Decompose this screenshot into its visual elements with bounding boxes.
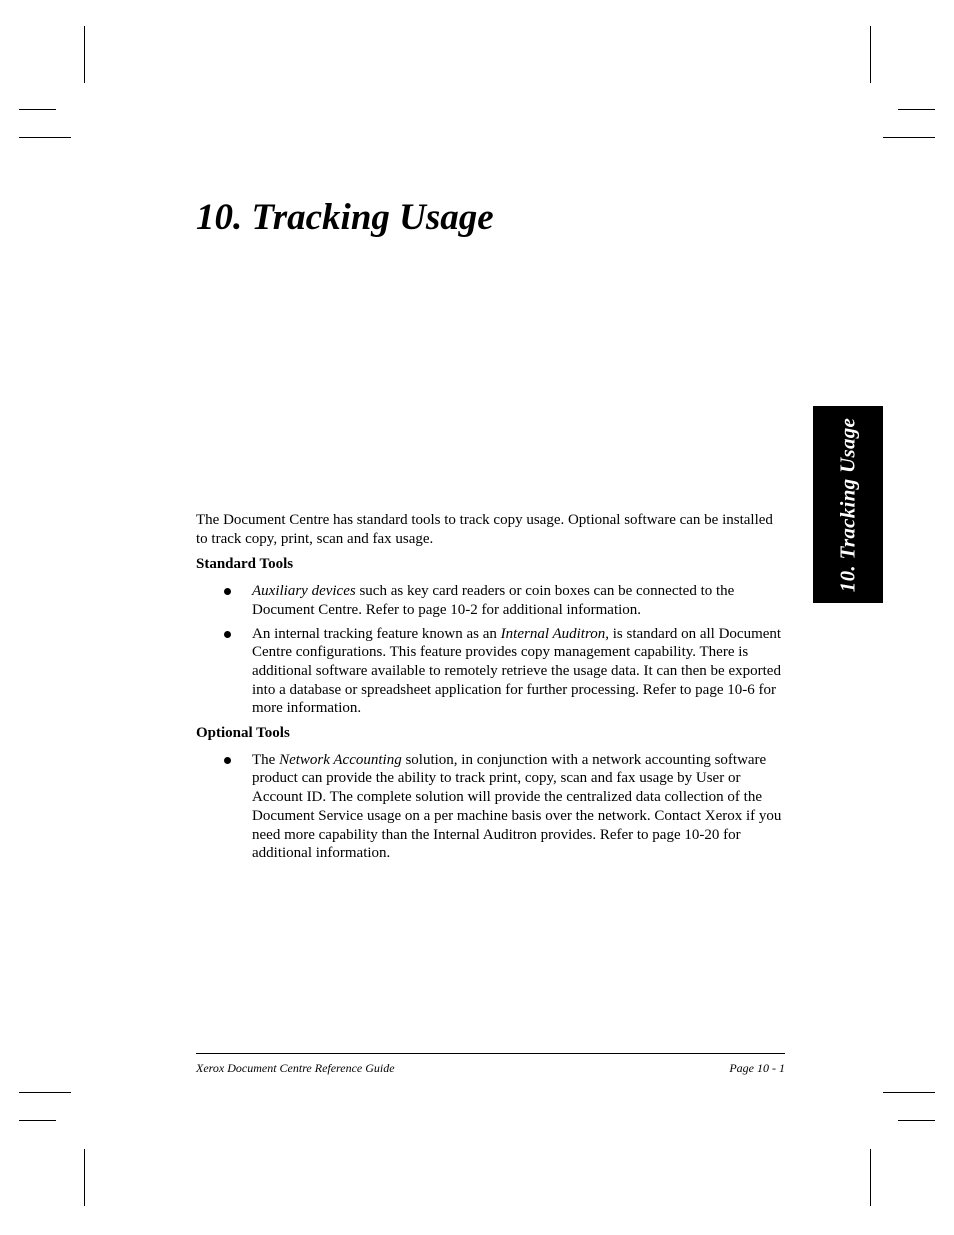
list-item	[196, 582, 786, 619]
bullet-icon	[224, 588, 231, 595]
crop-mark	[870, 1149, 871, 1206]
crop-mark	[84, 26, 85, 83]
list-item-text: An internal tracking feature known as an	[252, 625, 501, 642]
term-internal-auditron: Internal Auditron	[500, 625, 606, 642]
crop-mark	[19, 137, 71, 138]
bullet-icon	[224, 631, 231, 638]
list-item-text: The	[252, 751, 280, 768]
list-item-text: such as key card readers or coin boxes can be connected to the Document Centre. Refer to page 10-2 for additional information.	[252, 583, 735, 618]
bullet-icon	[224, 757, 231, 764]
footer-page-number: Page 10 - 1	[729, 1061, 785, 1075]
chapter-title: 10. Tracking Usage	[196, 197, 494, 238]
crop-mark	[19, 109, 56, 110]
page-body	[196, 511, 786, 869]
crop-mark	[883, 1092, 935, 1093]
footer-guide-title: Xerox Document Centre Reference Guide	[196, 1061, 395, 1075]
list-item	[196, 625, 786, 719]
crop-mark	[19, 1120, 56, 1121]
side-tab-label: 10. Tracking Usage	[835, 417, 860, 592]
crop-mark	[883, 137, 935, 138]
crop-mark	[870, 26, 871, 83]
term-auxiliary-devices: Auxiliary devices	[252, 583, 356, 600]
optional-tools-heading: Optional Tools	[196, 725, 290, 742]
crop-mark	[898, 109, 935, 110]
list-item-text: solution, in conjunction with a network accounting software product can provide the ability to track print, copy, scan and fax usage by User or Account ID. The complete solution will provide the centralized data collection of the Document Service usage on a per machine basis over the network. Contact Xerox if you need more capability than the Internal Auditron provides. Refer to page 10-20 for additional information.	[252, 751, 782, 862]
intro-paragraph: The Document Centre has standard tools to track copy usage. Optional software can be installed to track copy, print, scan and fax usage.	[196, 512, 773, 547]
standard-tools-list	[196, 582, 786, 718]
standard-tools-heading: Standard Tools	[196, 556, 294, 573]
crop-mark	[898, 1120, 935, 1121]
footer-divider	[196, 1053, 785, 1054]
crop-mark	[19, 1092, 71, 1093]
list-item	[196, 751, 786, 863]
term-network-accounting: Network Accounting	[279, 751, 402, 768]
optional-tools-list	[196, 751, 786, 863]
list-item-text: , is standard on all Document Centre configurations. This feature provides copy management capability. There is additional software available to remotely retrieve the usage data. It can then be exported into a database or spreadsheet application for further processing. Refer to page 10-6 for more information.	[252, 625, 782, 717]
chapter-side-tab	[813, 406, 883, 603]
crop-mark	[84, 1149, 85, 1206]
